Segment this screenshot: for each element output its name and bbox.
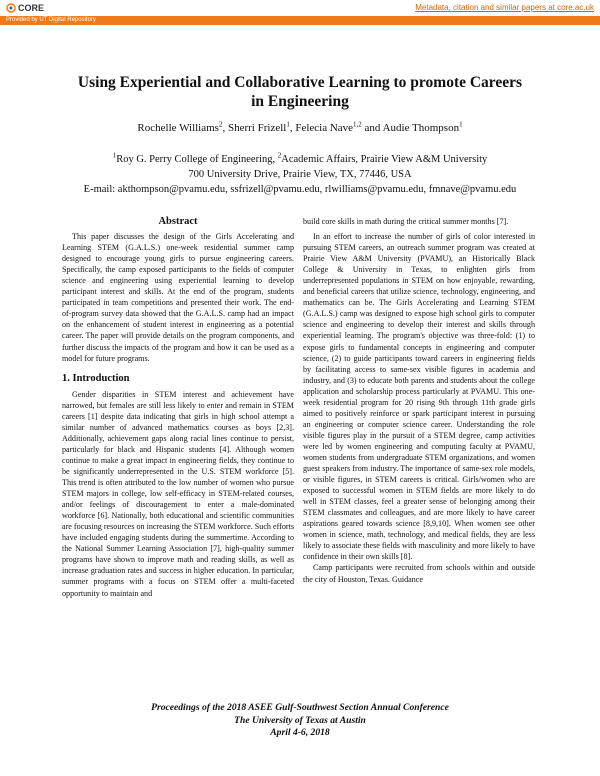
abstract-text: This paper discusses the design of the Girls Accelerating and Learning STEM (G.A.L.S.) one-week residential summer camp designed to encourage young girls to pursue engineering careers. Specifically, the camp exposed participants to the fields of computer science and engineering using experiential learning to develop participant interest and skills. At the end of the program, students participated in team competitions and presented their work. The end-of-program survey data showed that the G.A.L.S. camp had an impact on the enhancement of student interest in engineering as a potential career. The paper will provide details on the program components, and further discuss the impacts of the program and how it can be used as a model for future programs. [62, 232, 294, 363]
affiliation-address: 700 University Drive, Prairie View, TX, 77446, USA [188, 169, 412, 180]
left-column [62, 216, 294, 599]
intro-paragraph-1: Gender disparities in STEM interest and achievement have narrowed, but females are still less likely to enter and remain in STEM careers [1] despite data indicating that girls in high school attempt a similar number of advanced mathematics courses as boys [2,3]. Additionally, achievement gaps along racial lines continue to persist, particularly for black and Hispanic students [4]. Although women continue to make a great impact in engineering fields, they continue to be significantly underrepresented in the U.S. STEM workforce [5]. This trend is often attributed to the low number of women who pursue STEM majors in college, low self-efficacy in STEM-related courses, and/or feelings of discouragement to enter a male-dominated workforce [6]. Nationally, both educational and scientific communities are focusing resources on increasing the STEM workforce. Such efforts have included engaging students during the summertime. According to the National Summer Learning Association [7], high-quality summer programs have shown to improve math and reading skills, as well as increase graduation rates and success in higher education. In particular, summer programs with a focus on STEM offer a multi-faceted opportunity to maintain and [62, 389, 294, 598]
affiliation-mark: 1 [112, 151, 117, 160]
intro-paragraph-2: In an effort to increase the number of girls of color interested in pursuing STEM careers, an outreach summer program was created at Prairie View A&M University (PVAMU), an Historically Black College & University in Texas, to enlighten girls from underrepresented populations in STEM on how enjoyable, rewarding, and beneficial careers that utilize science, technology, engineering, and mathematics can be. The Girls Accelerating and Learning STEM (G.A.L.S.) camp was designed to expose high school girls to computer science and engineering to develop their interest and skills through experiential learning. The program's objective was three-fold: (1) to expose girls to fundamental concepts in engineering and computer science, (2) to guide participants toward careers in engineering fields by facilitating access to same-sex visible figures in academia and industry, and (3) to educate both parents and students about the college application and scholarship process particularly at PVAMU. This one-week residential program for 20 rising 9th through 11th grade girls aimed to positively reinforce or spark participant interest in pursuing an engineering or computer science career. Understanding the role visible figures play in the pursuit of a STEM degree, camp activities were led by women engineering and computing faculty at PVAMU, women students from undergraduate STEM organizations, and women guest speakers from industry. The importance of same-sex role models, or visible figures, in STEM careers is critical. Girls/women who are exposed to successful women in STEM fields are more likely to do well in STEM classes, feel a greater sense of belonging among their STEM classmates and colleagues, and are more likely to have career aspirations geared towards science [8,9,10]. When women see other women in science, math, technology, and medical fields, they are less likely to associate these fields with masculinity and more likely to have confidence in their own skills [8]. [303, 232, 535, 562]
author-name: Rochelle Williams [137, 122, 219, 134]
author-list [40, 122, 560, 134]
core-header [0, 0, 600, 16]
affiliation-block [40, 152, 560, 197]
author-name: Sherri Frizell [227, 122, 287, 134]
affiliation-mark: 2 [277, 151, 282, 160]
right-column [303, 216, 535, 585]
footer-date: April 4-6, 2018 [270, 727, 330, 738]
core-provided-text: Provided by UT Digital Repository [6, 17, 96, 23]
core-metadata-link[interactable]: Metadata, citation and similar papers at core.ac.uk [415, 3, 594, 12]
footer-venue: The University of Texas at Austin [234, 714, 366, 726]
affiliation-email: E-mail: akthompson@pvamu.edu, ssfrizell@pvamu.edu, rlwilliams@pvamu.edu, fmnave@pvamu.edu [83, 184, 517, 195]
title-line-2: in Engineering [251, 93, 349, 110]
intro-paragraph-3: Camp participants were recruited from schools within and outside the city of Houston, Texas. Guidance [303, 563, 535, 584]
abstract-heading: Abstract [158, 216, 198, 227]
affiliation-line [40, 152, 560, 167]
affiliation-2: Academic Affairs, Prairie View A&M University [281, 154, 488, 165]
author-affiliation-mark: 1 [459, 120, 463, 129]
core-provided-bar [0, 16, 600, 25]
author-name: Audie Thompson [382, 122, 460, 134]
core-logo[interactable] [6, 2, 44, 14]
section-heading-introduction: 1. Introduction [62, 372, 130, 384]
author-name: Felecia Nave [295, 122, 354, 134]
paper-title [40, 73, 560, 111]
author-separator: , [289, 122, 296, 134]
author-separator: , [222, 122, 228, 134]
conference-footer [60, 702, 540, 740]
intro-paragraph-1-continued: build core skills in math during the critical summer months [7]. [303, 217, 509, 226]
affiliation-1: Roy G. Perry College of Engineering, [116, 154, 278, 165]
author-and: and [361, 122, 383, 134]
core-logo-text: CORE [18, 3, 45, 13]
core-logo-icon [6, 3, 16, 13]
author-affiliation-mark: 1,2 [353, 120, 362, 129]
footer-proceedings: Proceedings of the 2018 ASEE Gulf-Southwest Section Annual Conference [151, 702, 449, 713]
title-line-1: Using Experiential and Collaborative Learning to promote Careers [77, 74, 523, 91]
author-affiliation-mark: 1 [286, 120, 290, 129]
author-affiliation-mark: 2 [218, 120, 223, 129]
